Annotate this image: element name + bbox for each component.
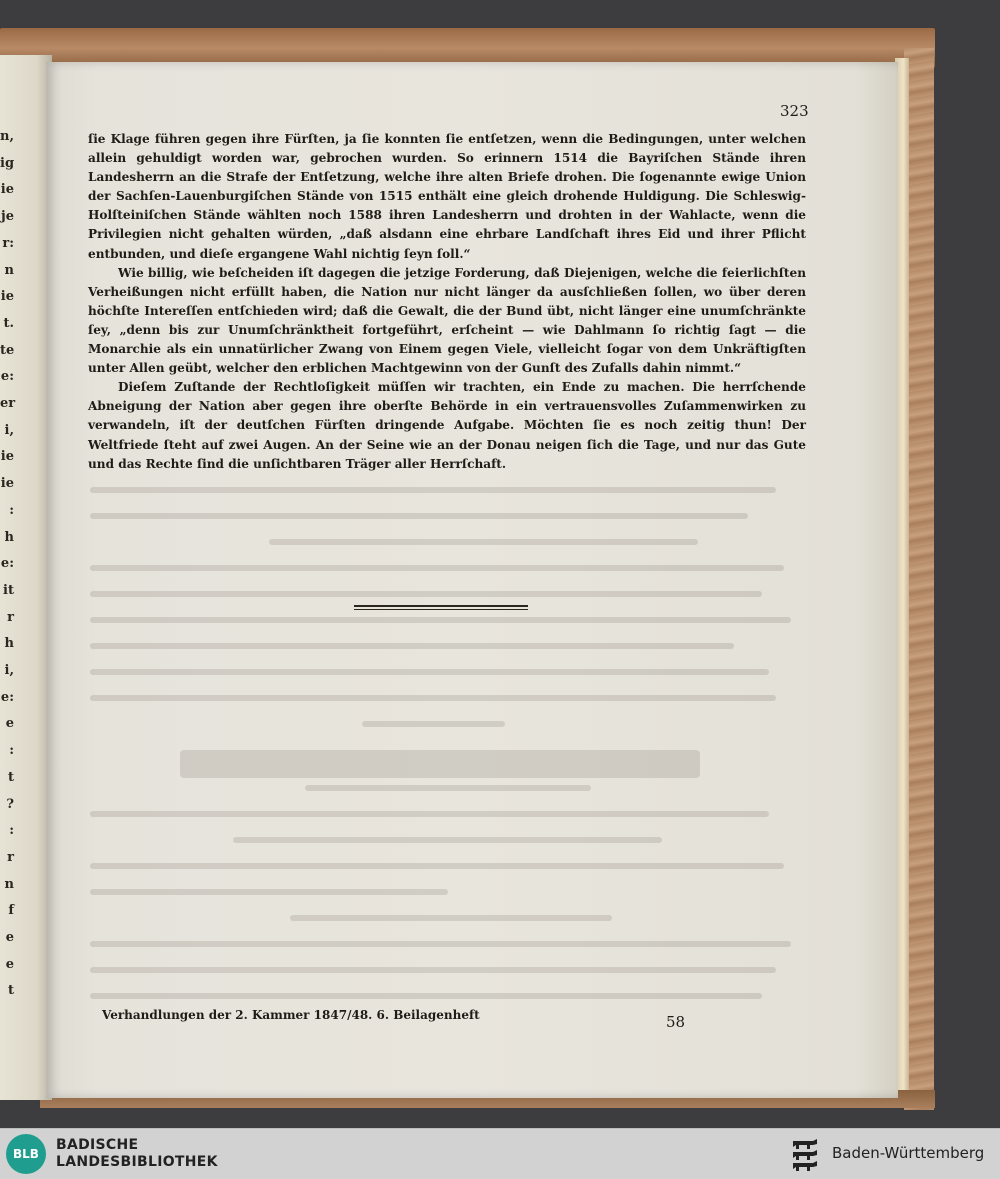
facing-page-fragment: e: [5, 956, 14, 972]
facing-page-fragment: i,: [4, 663, 14, 678]
facing-page-fragment: h: [4, 636, 14, 652]
facing-page-fragment: ie: [0, 476, 14, 492]
facing-page-fragment: ie: [0, 449, 14, 465]
paragraph-1: ſie Klage führen gegen ihre Fürſten, ja ſie konnten ſie entſetzen, wenn die Bedingungen, unter welchen allein gehuldigt worden war, gebrochen wurden. So erinnern 1514 die Bayriſchen Stände ihren Landesherrn an die Strafe der Entſetzung, welche ihre alten Briefe drohen. Die ſogenannte ewige Union der Sachſen-Lauenburgiſchen Stände von 1515 enthält eine gleich drohende Huldigung. Die Schleswig-Holſteiniſchen Stände wählten noch 1588 ihren Landesherrn und drohten in der Wahlacte, wenn die Privilegien nicht gehalten würden, „daß alsdann eine ehrbare Landſchaft ihres Eid und ihrer Pflicht entbunden, und dieſe ergangene Wahl nichtig ſeyn ſoll.“: [88, 132, 806, 261]
facing-page-fragment: ig: [0, 155, 15, 171]
facing-page-fragment: e:: [0, 369, 14, 385]
bleed-through-texture: [90, 480, 805, 1010]
facing-page-fragment: e: [5, 930, 14, 945]
facing-page-fragment: te: [0, 342, 15, 358]
library-branding-bar: [0, 1128, 1000, 1179]
paragraph-3: Dieſem Zuſtande der Rechtloſigkeit müſſen wir trachten, ein Ende zu machen. Die herrſchende Abneigung der Nation aber gegen ihre oberſte Behörde in ein vertrauensvolles Zuſammenwirken zu verwandeln, iſt der deutſchen Fürſten dringende Aufgabe. Möchten ſie es noch zeitig thun! Der Weltfriede ſteht auf zwei Augen. An der Seine wie an der Donau neigen ſich die Tage, und nur das Gute und das Rechte ſind die unſichtbaren Träger aller Herrſchaft.: [88, 380, 806, 471]
facing-page-fragment: t: [7, 983, 14, 999]
facing-page-fragment: it: [3, 582, 14, 598]
facing-page-fragment: r: [7, 849, 14, 865]
facing-page-fragment: t: [7, 769, 14, 785]
facing-page-fragment: h: [4, 529, 14, 545]
state-name[interactable]: Baden-Württemberg: [832, 1144, 985, 1162]
blb-logo-icon[interactable]: BLB: [6, 1134, 46, 1174]
facing-page-fragment: f: [8, 903, 14, 919]
footer-sheet-number: 58: [666, 1013, 686, 1031]
footer-publication-line: Verhandlungen der 2. Kammer 1847/48. 6. Beilagenheft: [102, 1008, 480, 1022]
facing-page-fragment: :: [9, 502, 14, 518]
page-number: 323: [780, 102, 809, 120]
facing-page-fragment: n,: [0, 129, 14, 144]
facing-page-fragment: e:: [0, 556, 14, 572]
facing-page-fragment: ie: [0, 289, 14, 305]
facing-page-fragment: er: [0, 396, 16, 411]
facing-page-fragment: e: [5, 716, 14, 732]
facing-page-fragment: e:: [0, 689, 14, 705]
facing-page-fragment: i,: [4, 422, 14, 438]
facing-page-fragment: ?: [6, 796, 14, 812]
facing-page-edge: [0, 55, 52, 1100]
baden-wuerttemberg-lions-icon: [790, 1137, 822, 1173]
library-name-line1: BADISCHE: [56, 1137, 139, 1153]
facing-page-fragment: ie: [0, 182, 14, 198]
facing-page-fragment: r:: [2, 235, 14, 251]
library-name-line2: LANDESBIBLIOTHEK: [56, 1154, 218, 1170]
facing-page-fragment: n: [4, 876, 14, 892]
facing-page-fragment: n: [4, 262, 14, 278]
facing-page-fragment: t.: [3, 315, 14, 331]
page-body-text: [88, 130, 806, 474]
paragraph-2: Wie billig, wie beſcheiden iſt dagegen die jetzige Forderung, daß Diejenigen, welche die feierlichſten Verheißungen nicht erfüllt haben, die Nation nur nicht länger da ausſchließen ſollen, wo über deren höchſte Intereſſen entſchieden wird; daß die Gewalt, die der Bund übt, nicht länger eine unumſchränkte ſey, „denn bis zur Unumſchränktheit fortgeführt, erſcheint — wie Dahlmann ſo richtig ſagt — die Monarchie als ein unnatürlicher Zwang von Einem gegen Viele, vielleicht ſogar von dem Unkräftigſten unter Allen geübt, welcher den erblichen Machtgewinn von der Gunſt des Zufalls dahin nimmt.“: [88, 265, 806, 376]
facing-page-fragment: r: [7, 609, 14, 625]
facing-page-fragment: :: [9, 743, 14, 759]
facing-page-fragment: :: [9, 823, 14, 839]
facing-page-fragment: je: [1, 209, 14, 225]
library-name[interactable]: [56, 1137, 218, 1171]
